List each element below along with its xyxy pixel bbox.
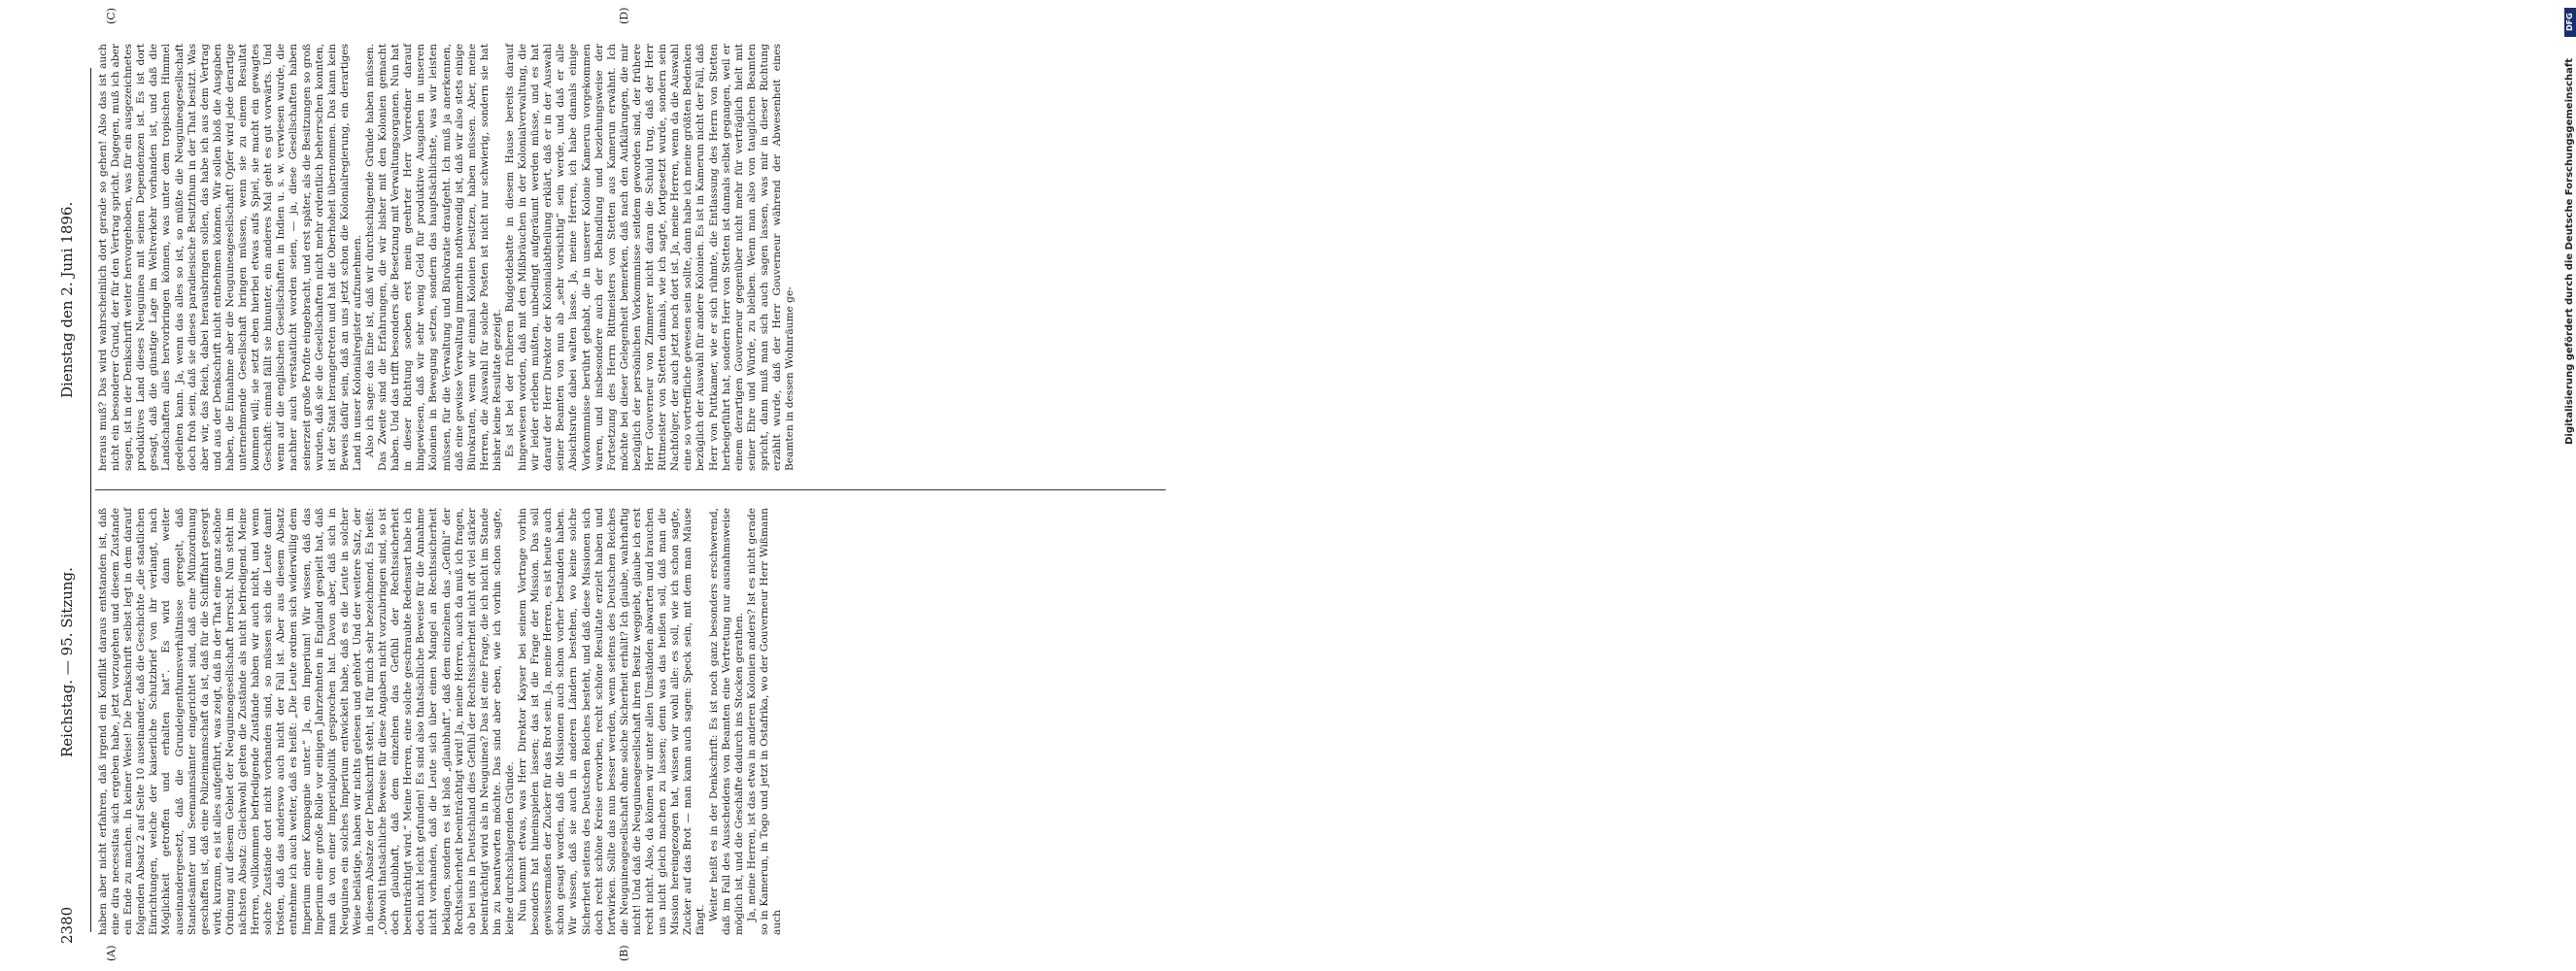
rotated-page: [0, 0, 1263, 971]
right-paragraph: heraus muß? Das wird wahrscheinlich dort gerade so gehen! Also das ist auch nicht ein besonderer Grund, der für den Vertrag spricht. Dagegen, muß ich aber sagen, ist in der Denkschrift weiter hervorgehoben, was für ein ausgezeichnetes produktives Land dieses Neuguinea mit seinen Dependenzen ist. Es ist dort gesagt, daß die günstige Lage im Weltverkehr vorhanden ist, und daß die Landschaften alles hervorbringen können, was unter dem tropischen Himmel gedeihen kann. Ja, wenn das alles so ist, so müßte die Neuguineagesellschaft doch froh sein, daß sie dieses paradiesische Besitzthum in der That besitzt. Was aber wir, das Reich, dabei herausbringen sollen, das habe ich aus dem Vertrag und aus der Denkschrift nicht entnehmen können. Wir sollen bloß die Ausgaben haben, die Einnahme aber die Neuguineagesellschaft! Opfer wird jede derartige unternehmende Gesellschaft bringen müssen, wenn sie zu einem Resultat kommen will; sie setzt eben hierbei etwas aufs Spiel, sie macht ein gewagtes Geschäft: einmal fällt sie hinunter, ein anderes Mal geht es gut vorwärts. Und wenn auf die englischen Gesellschaften in Indien u. s. w. verwiesen wurde, die nachher auch verstaatlicht worden seien, — ja, diese Gesellschaften haben seinerzeit große Profite eingebracht, und erst später, als die Besitzungen so groß wurden, daß sie die Gesellschaften nicht mehr ordentlich beherrschen konnten, ist der Staat herangetreten und hat die Oberhoheit übernommen. Das kann kein Beweis dafür sein, daß an uns jetzt schon die Kolonialregierung, ein derartiges Land in unser Kolonialregister aufzunehmen.: [97, 44, 363, 471]
right-column: [97, 44, 797, 471]
dfg-logo-icon: DFG: [2564, 8, 2576, 37]
column-divider: [95, 489, 1166, 490]
left-paragraph: haben aber nicht erfahren, daß irgend ein Konflikt daraus entstanden ist, daß eine dira necessitas sich ergeben habe, jetzt vorzugehen und diesem Zustande ein Ende zu machen. In keiner Weise! Die Denkschrift selbst legt in dem darauf folgenden Absatz 2 auf Seite 10 auseinander, daß die Geschichte „die staatlichen Einrichtungen, welche der kaiserliche Schutzbrief von ihr verlangt, nach Möglichkeit getroffen und erhalten hat“. Es wird dann weiter auseinandergesetzt, daß die Grundeigenthumsverhältnisse geregelt, daß Standesämter und Seemannsämter eingerichtet sind, daß eine Münzordnung geschaffen ist, daß eine Polizeimannschaft da ist, daß für die Schifffahrt gesorgt wird; kurzum, es ist alles aufgeführt, was zeigt, daß in der That eine ganz schöne Ordnung auf diesem Gebiet der Neuguineagesellschaft herrscht. Nun steht im nächsten Absatz: Gleichwohl gelten die Zustände als nicht befriedigend. Meine Herren, vollkommen befriedigende Zustände haben wir auch nicht, und wenn solche Zustände dort nicht vorhanden sind, so müssen sich die Leute damit trösten, daß das anderswo auch nicht der Fall ist. Aber aus diesem Absatz entnehme ich auch weiter, daß es heißt: „Die Leute ordnen sich widerwillig dem Imperium einer Kompagnie unter.“ Ja, ein Imperium! Wir wissen, daß das Imperium eine große Rolle vor einigen Jahrzehnten in England gespielt hat, daß man da von einer Imperialpolitik gesprochen hat. Davon aber, daß sich in Neuguinea ein solches Imperium entwickelt habe, daß es die Leute in solcher Weise belästige, haben wir nichts gelesen und gehört. Und der weitere Satz, der in diesem Absatze der Denkschrift steht, ist für mich sehr bezeichnend. Es heißt: „Obwohl thatsächliche Beweise für diese Angaben nicht vorzubringen sind, so ist doch glaubhaft, daß dem einzelnen das Gefühl der Rechtssicherheit beeinträchtigt wird.“ Meine Herren, eine solche geschraubte Redensart habe ich doch nicht leicht gefunden! Es sind also thatsächliche Beweise für die Annahme nicht vorhanden, daß die Leute sich über einen Mangel an Rechtssicherheit beklagen, sondern es ist bloß „glaubhaft“, daß dem einzelnen das „Gefühl“ der Rechtssicherheit beeinträchtigt wird! Ja, meine Herren, auch da muß ich fragen, ob bei uns in Deutschland dies Gefühl der Rechtssicherheit nicht oft viel stärker beeinträchtigt wird als in Neuguinea? Das ist eine Frage, die ich nicht im Stande bin zu beantworten möchte. Das sind aber eben, wie ich vorhin schon sagte, keine durchschlagenden Gründe.: [97, 508, 516, 935]
margin-mark-a: (A): [105, 945, 118, 961]
right-paragraph: Also ich sage: das Eine ist, daß wir durchschlagende Gründe haben müssen. Das Zweite sind die Erfahrungen, die wir bisher mit den Kolonien gemacht haben. Und das trifft besonders die Besetzung mit Verwaltungsorganen. Nun hat in dieser Richtung soeben erst mein geehrter Herr Vorredner darauf hingewiesen, daß wir sehr wenig Geld für produktive Ausgaben in unseren Kolonien in Bewegung setzen, sondern das hauptsächlichste, was wir leisten müssen, für die Verwaltung und Bürokratie draufgeht. Ich muß ja anerkennen, daß eine gewisse Verwaltung immerhin nothwendig ist, daß wir also stets einige Bürokraten, wenn wir einmal Kolonien besitzen, haben müssen. Aber, meine Herren, die Auswahl für solche Posten ist nicht nur schwierig, sondern sie hat bisher keine Resultate gezeigt.: [363, 44, 503, 471]
page-number: 2380: [58, 906, 76, 944]
header-rule: [90, 68, 91, 932]
left-paragraph: Ja, meine Herren, ist das etwa in anderen Kolonien anders? Ist es nicht gerade so in Kamerun, in Togo und jetzt in Ostafrika, wo der Gouverneur Herr Wißmann auch: [745, 508, 783, 935]
margin-mark-d: (D): [618, 7, 630, 24]
session-title: Reichstag. — 95. Sitzung.: [58, 567, 76, 757]
left-column: [97, 508, 784, 935]
digitization-sidebar: [1266, 0, 2575, 971]
left-paragraph: Weiter heißt es in der Denkschrift: Es ist noch ganz besonders erschwerend, daß im Fall des Ausscheidens von Beamten eine Vertretung nur ausnahmsweise möglich ist, und die Geschäfte dadurch ins Stocken gerathen.: [707, 508, 745, 935]
margin-mark-b: (B): [618, 945, 630, 961]
right-paragraph: Es ist bei der früheren Budgetdebatte in diesem Hause bereits darauf hingewiesen worden, daß mit den Mißbräuchen in der Kolonialverwaltung, die wir leider erleben mußten, unbedingt aufgeräumt werden müsse, und es hat darauf der Herr Direktor der Kolonialabtheilung erklärt, daß er in der Auswahl seiner Beamten von nun ab „sehr vorsichtig“ sein werde, und daß er alle Absichtsrufe dabei walten lasse. Ja, meine Herren, ich habe damals einige Vorkommnisse berührt gehabt, die in unserer Kolonie Kamerun vorgekommen waren, und insbesondere auch der Behandlung und beziehungsweise der Fortsetzung des Herrn Rittmeisters von Stetten aus Kamerun erwähnt. Ich möchte bei dieser Gelegenheit bemerken, daß nach den Aufklärungen, die mir bezüglich der persönlichen Vorkommnisse seitdem geworden sind, der frühere Herr Gouverneur von Zimmerer nicht daran die Schuld trug, daß der Herr Rittmeister von Stetten damals, wie ich sagte, fortgesetzt wurde, sondern sein Nachfolger, der auch jetzt noch dort ist. Ja, meine Herren, wenn da die Auswahl eine so vortreffliche gewesen sein sollte, dann habe ich meine größten Bedenken bezüglich der Auswahl für andere Kolonien. Es ist in Kamerun nicht der Fall, daß Herr von Puttkamer, wie er sich rühmte, die Entlassung des Herrn von Stetten herbeigeführt hat, sondern Herr von Stetten ist damals selbst gegangen, weil er einem derartigen Gouverneur gegenüber nicht mehr für verträglich hielt mit seiner Ehre und Würde, zu bleiben. Wenn man also von tauglichen Beamten spricht, dann muß man sich auch sagen lassen, was mir in dieser Richtung erzählt wurde, daß der Herr Gouverneur während der Abwesenheit eines Beamten in dessen Wohnräume ge-: [504, 44, 797, 471]
margin-mark-c: (C): [105, 8, 118, 24]
left-paragraph: Nun kommt etwas, was Herr Direktor Kayser bei seinem Vortrage vorhin besonders hat hineinspielen lassen; das ist die Frage der Mission. Das soll gewissermaßen der Zucker für das Brot sein. Ja, meine Herren, es ist heute auch schon gesagt worden, daß die Missionen auch schon vorher bestanden haben. Wir wissen, daß sie auch in anderen Ländern bestehen, wo keine solche Sicherheit seitens des Deutschen Reiches besteht, und daß diese Missionen sich doch recht schöne Kreise erworben, recht schöne Resultate erzielt haben und fortwirken. Sollte das nun besser werden, wenn seitens des Deutschen Reiches die Neuguineagesellschaft ohne solche Sicherheit erhält? Ich glaube, wahrhaftig nicht! Und daß die Neuguineagesellschaft ihren Besitz weggiebt, glaube ich erst recht nicht. Also, da können wir unter allen Umständen abwarten und brauchen uns nicht gleich machen zu lassen; denn was das heißen soll, daß man die Mission hereingezogen hat, wissen wir wohl alle: es soll, wie ich schon sagte, Zucker auf das Brot — man kann auch sagen: Speck sein, mit dem man Mäuse fängt.: [517, 508, 707, 935]
session-date: Dienstag den 2. Juni 1896.: [58, 201, 76, 398]
digitization-note: Digitalisierung gefördert durch die Deutsche Forschungsgemeinschaft: [2564, 58, 2575, 445]
